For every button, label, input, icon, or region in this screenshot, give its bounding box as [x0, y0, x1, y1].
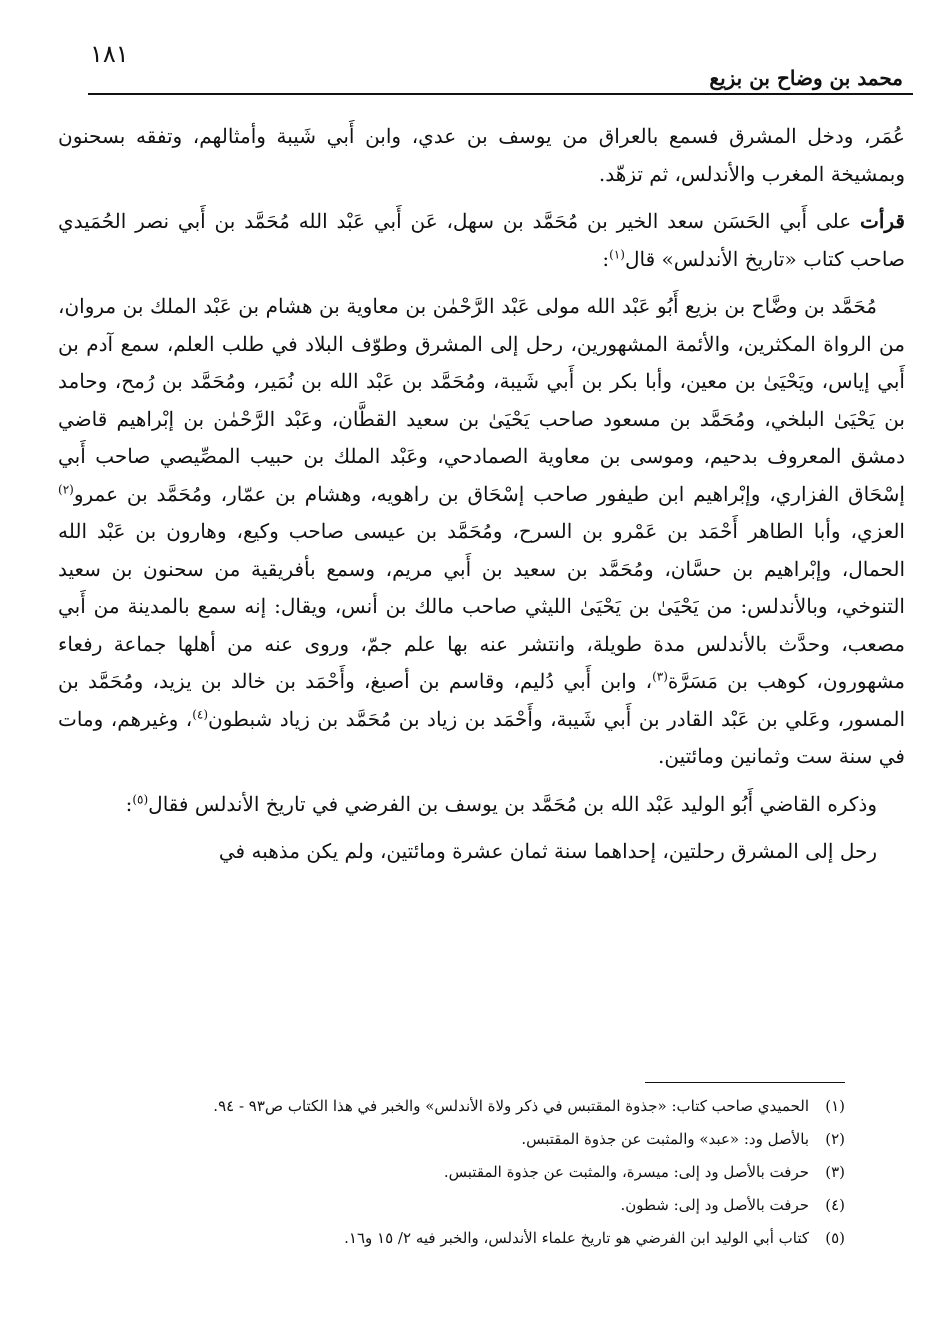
footnotes [40, 1090, 845, 1255]
footnote-item [40, 1189, 845, 1222]
footnote-item [40, 1090, 845, 1123]
lead-word: قرأت [860, 209, 905, 233]
footnote-text: كتاب أبي الوليد ابن الفرضي هو تاريخ علماء الأندلس، والخبر فيه ٢/ ١٥ و١٦. [344, 1229, 809, 1247]
footnote-text: حرفت بالأصل ود إلى: ميسرة، والمثبت عن جذوة المقتبس. [443, 1163, 809, 1181]
footnote-ref-3: (٣) [652, 669, 668, 684]
footnote-ref-2: (٢) [58, 481, 74, 496]
footnote-ref-1: (١) [609, 246, 625, 261]
paragraph-ibn-faradi: وذكره القاضي أَبُو الوليد عَبْد الله بن مُحَمَّد بن يوسف بن الفرضي في تاريخ الأندلس فقال$^{(٥)}$: [125, 791, 877, 816]
footnote-text: بالأصل ود: «عبد» والمثبت عن جذوة المقتبس. [521, 1130, 809, 1148]
footnote-ref-5: (٥) [132, 791, 149, 806]
page-number: ١٨١ [90, 40, 129, 68]
footnote-item [40, 1222, 845, 1255]
footnote-item [40, 1156, 845, 1189]
header-rule [88, 93, 913, 95]
footnote-number: (٥) [825, 1229, 845, 1247]
footnote-item [40, 1123, 845, 1156]
paragraph-biography: مُحَمَّد بن وضَّاح بن بزيع أَبُو عَبْد الله مولى عَبْد الرَّحْمٰن بن معاوية بن هشام بن عَبْد الملك بن مروان، من الرواة المكثرين، والأئمة المشهورين، رحل إلى المشرق وطوّف البلاد في طلب العلم، سمع آدم بن أَبي إياس، ويَحْيَىٰ بن معين، وأبا بكر بن أَبي شَيبة، ومُحَمَّد بن عَبْد الله بن نُمَير، ومُحَمَّد بن رُمح، وحامد بن يَحْيَىٰ البلخي، ومُحَمَّد بن مسعود صاحب يَحْيَىٰ بن سعيد القطَّان، وعَبْد الرَّحْمٰن بن إبْراهيم قاضي دمشق المعروف بدحيم، وموسى بن معاوية الصمادحي، وعَبْد الملك بن حبيب المصِّيصي صاحب أَبي إسْحَاق الفزاري، وإبْراهيم ابن طيفور صاحب إسْحَاق بن راهويه، وهشام بن عمّار، ومُحَمَّد بن عمرو$^{(٢)}$ العزي، وأبا الطاهر أَحْمَد بن عَمْرو بن السرح، ومُحَمَّد بن عيسى صاحب وكيع، وهارون بن عَبْد الله الحمال، وإبْراهيم بن حسَّان، ومُحَمَّد بن سعيد بن أَبي مريم، وسمع بأفريقية من سحنون بن سعيد التنوخي، وبالأندلس: من يَحْيَىٰ بن يَحْيَىٰ الليثي صاحب مالك بن أنس، ويقال: إنه سمع بالمدينة من أَبي مصعب، وحدَّث بالأندلس مدة طويلة، وانتشر عنه بها علم جمّ، وروى عنه من أهلها جماعة رفعاء مشهورون، كوهب بن مَسَرَّة$^{(٣)}$، وابن أَبي دُليم، وقاسم بن أصبغ، وأَحْمَد بن خالد بن يزيد، ومُحَمَّد بن المسور، وعَلي بن عَبْد القادر بن أَبي شَيبة، وأَحْمَد بن زياد بن مُحَمَّد بن زياد شبطون$^{(٤)}$، وغيرهم، ومات في سنة ست وثمانين ومائتين. [58, 294, 905, 768]
footnote-text: حرفت بالأصل ود إلى: شطون. [620, 1196, 809, 1214]
footnote-number: (١) [825, 1097, 845, 1115]
footnote-ref-4: (٤) [192, 706, 209, 721]
body-text [58, 118, 905, 871]
footnote-text: الحميدي صاحب كتاب: «جذوة المقتبس في ذكر ولاة الأندلس» والخبر في هذا الكتاب ص٩٣ - ٩٤. [213, 1097, 809, 1115]
footnote-number: (٤) [825, 1196, 845, 1214]
paragraph-isnad: قرأت على أَبي الحَسَن سعد الخير بن مُحَمَّد بن سهل، عَن أَبي عَبْد الله مُحَمَّد بن أَبي نصر الحُمَيدي صاحب كتاب «تاريخ الأندلس» قال$^{(١)}$: [58, 209, 905, 271]
footnote-rule [645, 1082, 845, 1083]
paragraph-continuation: عُمَر، ودخل المشرق فسمع بالعراق من يوسف بن عدي، وابن أَبي شَيبة وأمثالهم، وتفقه بسحنون وبمشيخة المغرب والأندلس، ثم تزهّد. [58, 124, 905, 186]
footnote-number: (٢) [825, 1130, 845, 1148]
footnote-number: (٣) [825, 1163, 845, 1181]
running-head: محمد بن وضاح بن بزيع [709, 66, 903, 90]
paragraph-quote: رحل إلى المشرق رحلتين، إحداهما سنة ثمان عشرة ومائتين، ولم يكن مذهبه في [218, 839, 877, 863]
